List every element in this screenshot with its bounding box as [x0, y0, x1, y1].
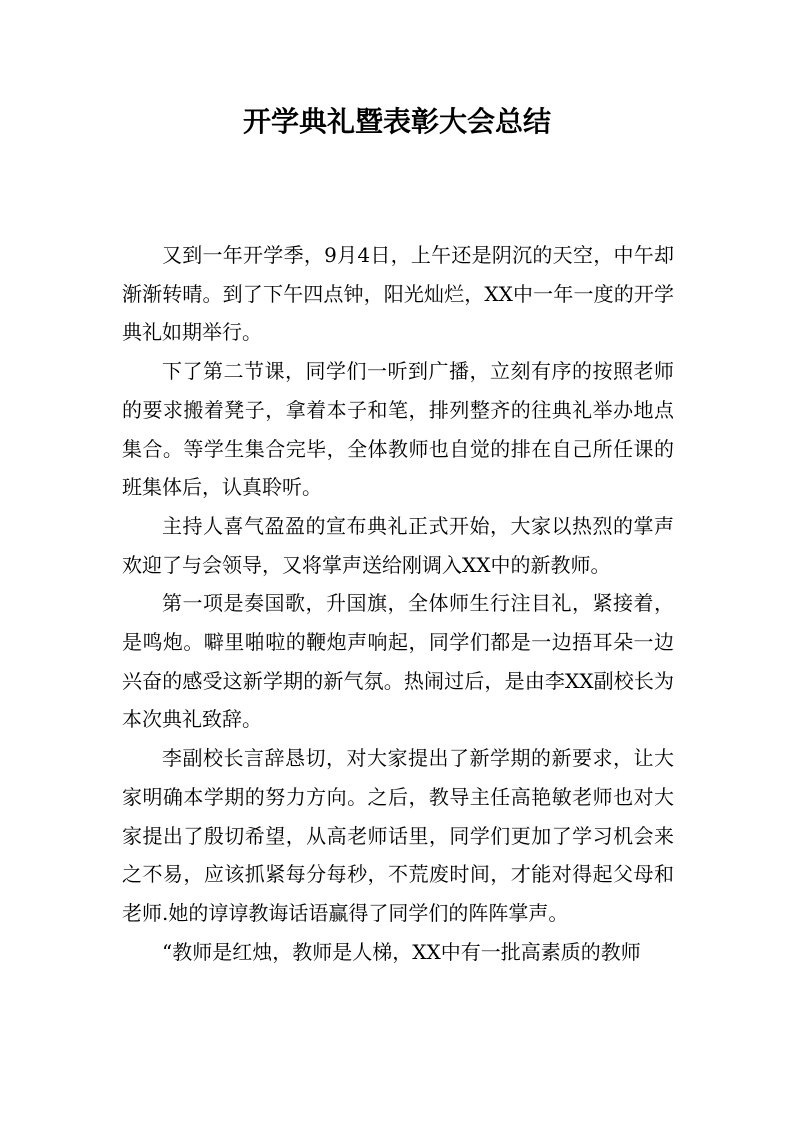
paragraph: 下了第二节课，同学们一听到广播，立刻有序的按照老师的要求搬着凳子，拿着本子和笔，排列整齐的往典礼举办地点集合。等学生集合完毕，全体教师也自觉的排在自己所任课的班集体后，认真聆听。 — [122, 359, 674, 500]
paragraph: 主持人喜气盈盈的宣布典礼正式开始，大家以热烈的掌声欢迎了与会领导，又将掌声送给刚调入XX中的新教师。 — [122, 513, 674, 577]
paragraph: 又到一年开学季，9月4日，上午还是阴沉的天空，中午却渐渐转晴。到了下午四点钟，阳光灿烂，XX中一年一度的开学典礼如期举行。 — [122, 243, 674, 345]
paragraph: 第一项是奏国歌，升国旗，全体师生行注目礼，紧接着，是鸣炮。噼里啪啦的鞭炮声响起，同学们都是一边捂耳朵一边兴奋的感受这新学期的新气氛。热闹过后，是由李XX副校长为本次典礼致辞。 — [122, 591, 674, 732]
paragraph: “教师是红烛，教师是人梯，XX中有一批高素质的教师 — [162, 939, 641, 964]
document-body — [122, 236, 674, 971]
document-title: 开学典礼暨表彰大会总结 — [242, 105, 551, 138]
paragraph: 李副校长言辞恳切，对大家提出了新学期的新要求，让大家明确本学期的努力方向。之后，教导主任高艳敏老师也对大家提出了殷切希望，从高老师话里，同学们更加了学习机会来之不易，应该抓紧每分每秒，不荒废时间，才能对得起父母和老师.她的谆谆教诲话语赢得了同学们的阵阵掌声。 — [122, 746, 674, 925]
